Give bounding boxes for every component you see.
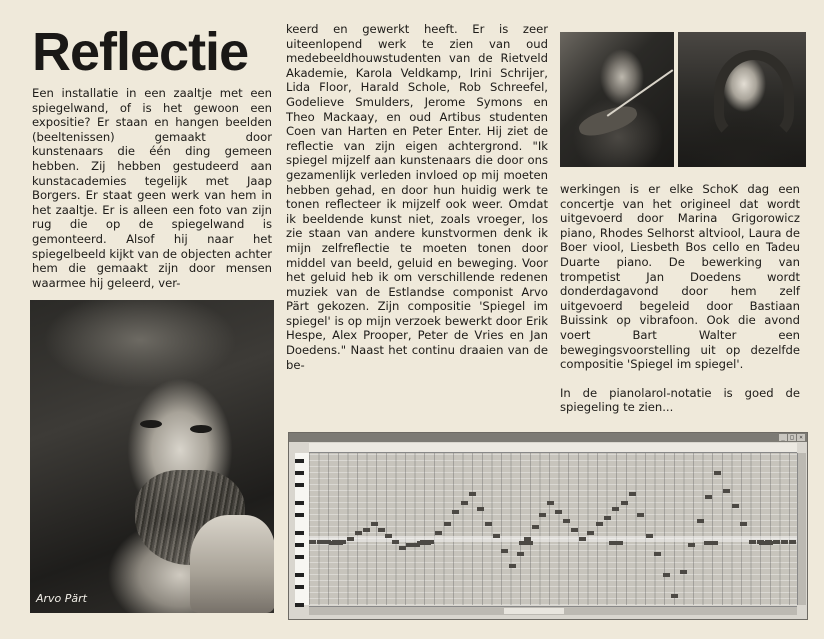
photo-caption: Arvo Pärt xyxy=(36,592,87,605)
pianoroll-note xyxy=(759,541,773,545)
pianoroll-note xyxy=(579,537,586,541)
pianoroll-note xyxy=(621,501,628,505)
maximize-icon: □ xyxy=(788,434,796,441)
article-column-2 xyxy=(286,22,548,372)
pianoroll-note xyxy=(539,513,546,517)
pianoroll-note xyxy=(477,507,484,511)
pianoroll-note xyxy=(461,501,468,505)
pianoroll-note xyxy=(493,534,500,538)
photo-eye xyxy=(190,425,212,433)
pianoroll-note xyxy=(378,528,385,532)
pianoroll-note xyxy=(385,534,392,538)
pianoroll-note xyxy=(399,546,406,550)
article-title: Reflectie xyxy=(32,22,249,82)
piano-black-key xyxy=(295,531,304,535)
piano-black-key xyxy=(295,483,304,487)
article-column-3 xyxy=(560,182,800,415)
pianoroll-note xyxy=(355,531,362,535)
pianoroll-note xyxy=(671,594,678,598)
pianoroll-note xyxy=(637,513,644,517)
photo-arvo-part xyxy=(30,300,274,613)
photo-musician xyxy=(678,32,806,167)
pianoroll-note xyxy=(329,541,343,545)
piano-black-key xyxy=(295,555,304,559)
scroll-thumb xyxy=(504,608,564,614)
photo-hand xyxy=(190,515,274,613)
piano-black-key xyxy=(295,459,304,463)
pianoroll-note xyxy=(773,540,780,544)
piano-black-key xyxy=(295,573,304,577)
pianoroll-note xyxy=(547,501,554,505)
column-3-closing-text: In de pianolarol-notatie is goed de spiegeling te zien... xyxy=(560,385,800,415)
pianoroll-note xyxy=(612,507,619,511)
pianoroll-note xyxy=(723,489,730,493)
pianoroll-note xyxy=(781,540,788,544)
vertical-scrollbar xyxy=(797,453,806,605)
photo-eye xyxy=(140,420,162,428)
piano-black-key xyxy=(295,543,304,547)
pianoroll-note xyxy=(532,525,539,529)
article-column-1 xyxy=(32,86,272,290)
pianoroll-note xyxy=(309,540,316,544)
pianoroll-note xyxy=(363,528,370,532)
pianoroll-note xyxy=(501,549,508,553)
pianoroll-note xyxy=(563,519,570,523)
pianoroll-note xyxy=(317,540,324,544)
pianoroll-note xyxy=(629,492,636,496)
pianoroll-note xyxy=(697,519,704,523)
piano-black-key xyxy=(295,471,304,475)
pianoroll-keyboard xyxy=(295,453,310,605)
pianoroll-note xyxy=(435,531,442,535)
pianoroll-note xyxy=(663,573,670,577)
pianoroll-note xyxy=(555,510,562,514)
pianoroll-note xyxy=(646,534,653,538)
pianoroll-note xyxy=(789,540,796,544)
pianoroll-note xyxy=(609,541,623,545)
grid-highlight-row xyxy=(309,536,797,542)
pianoroll-note xyxy=(680,570,687,574)
pianoroll-note xyxy=(469,492,476,496)
pianoroll-note xyxy=(347,537,354,541)
horizontal-scrollbar xyxy=(309,606,797,615)
pianoroll-note xyxy=(749,540,756,544)
pianoroll-note xyxy=(406,543,413,547)
pianoroll-note xyxy=(596,522,603,526)
piano-black-key xyxy=(295,501,304,505)
pianoroll-note xyxy=(604,516,611,520)
violin-shape xyxy=(576,101,640,140)
pianoroll-note xyxy=(705,495,712,499)
pianoroll-note xyxy=(688,543,695,547)
column-2-text: keerd en gewerkt heeft. Er is zeer uiteenlopend werk te zien van oud medebeeldhouwstudenten van de Rietveld Akademie, Karola Veldkamp, Irini Schrijer, Lida Floor, Harald Schole, Rob Schreefel, Godelieve Smulders, Jerome Symons en Theo Mackaay, en oud Artibus studenten Coen van Harten en Peter Enter. Hij ziet de reflectie van zijn eigen achtergrond. "Ik spiegel mijzelf aan kunstenaars die door ons gezamenlijk verleden invloed op mij moeten hebben gehad, en door hun huidig werk te tonen reflecteer ik mijzelf ook weer. Omdat ik beeldende kunst niet, zoals vroeger, los zie staan van andere kunstvormen denk ik mijn zelfreflectie te moeten tonen door middel van beeld, geluid en beweging. Voor het geluid heb ik om verschillende redenen muziek van de Estlandse componist Arvo Pärt gekozen. Zijn compositie 'Spiegel im spiegel' is op mijn verzoek bewerkt door Erik Hespe, Alex Prooper, Peter de Vries en Jan Doedens." Naast het continu draaien van de be- xyxy=(286,22,548,372)
pianoroll-note xyxy=(704,541,718,545)
pianoroll-note xyxy=(517,552,524,556)
minimize-icon: _ xyxy=(779,434,787,441)
pianoroll-note xyxy=(485,522,492,526)
piano-black-key xyxy=(295,585,304,589)
pianoroll-screenshot xyxy=(288,432,808,620)
pianoroll-note xyxy=(714,471,721,475)
pianoroll-note xyxy=(654,552,661,556)
photo-violinist xyxy=(560,32,674,167)
window-controls xyxy=(779,434,805,441)
pianoroll-note xyxy=(519,541,533,545)
pianoroll-titlebar xyxy=(289,433,807,442)
pianoroll-ruler xyxy=(309,443,797,453)
pianoroll-note xyxy=(732,504,739,508)
pianoroll-note xyxy=(392,540,399,544)
pianoroll-note xyxy=(417,541,431,545)
piano-black-key xyxy=(295,603,304,607)
piano-black-key xyxy=(295,513,304,517)
pianoroll-note xyxy=(452,510,459,514)
pianoroll-grid xyxy=(309,453,797,605)
pianoroll-note xyxy=(371,522,378,526)
close-icon: × xyxy=(797,434,805,441)
photo-hair xyxy=(714,50,794,140)
column-3-text: werkingen is er elke SchoK dag een concertje van het origineel dat wordt uitgevoerd door Marina Grigorowicz piano, Rhodes Selhorst altviool, Laura de Boer viool, Liesbeth Bos cello en Tadeu Duarte piano. De bewerking van trompetist Jan Doedens wordt donderdagavond door hem zelf uitgevoerd begeleid door Bastiaan Buissink op vibrafoon. Ook die avond voert Bart Walter een bewegingsvoorstelling uit op dezelfde compositie 'Spiegel im spiegel'. xyxy=(560,182,800,372)
pianoroll-note xyxy=(571,528,578,532)
pianoroll-note xyxy=(587,531,594,535)
column-1-text: Een installatie in een zaaltje met een spiegelwand, of is het gewoon een expositie? Er staan en hangen beelden (beeltenissen) gemaakt door kunstenaars die één ding gemeen hebben. Zij hebben gestudeerd aan kunstacademies tegelijk met Jaap Borgers. Er staat geen werk van hem in het zaaltje. Er is alleen een foto van zijn rug die op de spiegelwand is gemonteerd. Alsof hij naar het spiegelbeeld kijkt van de objecten achter hem die gemaakt zijn door mensen waarmee hij geleerd, ver- xyxy=(32,86,272,290)
violin-bow xyxy=(607,69,674,117)
pianoroll-note xyxy=(444,522,451,526)
pianoroll-note xyxy=(740,522,747,526)
pianoroll-note xyxy=(509,564,516,568)
